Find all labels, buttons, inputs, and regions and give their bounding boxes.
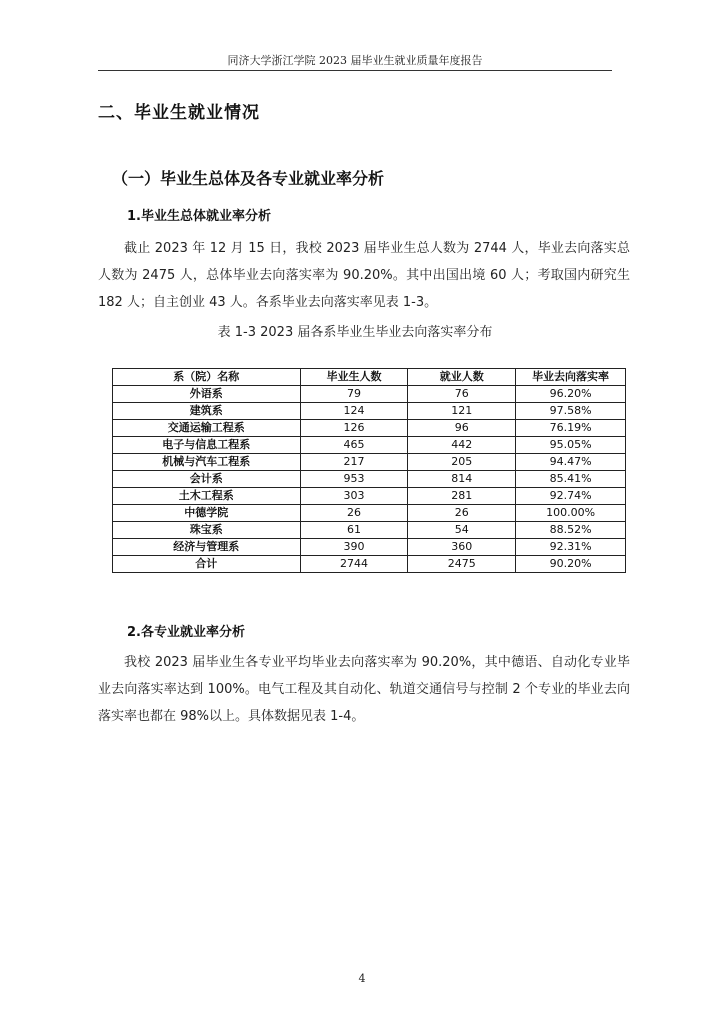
employed-cell: 121: [408, 403, 516, 420]
table-row: [113, 471, 626, 488]
rate-cell: 76.19%: [516, 420, 626, 437]
department-cell: 珠宝系: [113, 522, 301, 539]
employed-cell: 360: [408, 539, 516, 556]
header-placement-rate: 毕业去向落实率: [516, 369, 626, 386]
header-department: 系（院）名称: [113, 369, 301, 386]
rate-cell: 88.52%: [516, 522, 626, 539]
table-row: [113, 403, 626, 420]
graduates-cell: 465: [300, 437, 408, 454]
department-cell: 会计系: [113, 471, 301, 488]
graduates-cell: 953: [300, 471, 408, 488]
total-label-cell: 合计: [113, 556, 301, 573]
rate-cell: 94.47%: [516, 454, 626, 471]
overall-rate-paragraph: 截止 2023 年 12 月 15 日，我校 2023 届毕业生总人数为 2744 人，毕业去向落实总人数为 2475 人，总体毕业去向落实率为 90.20%。其中出国出境 60 人；考取国内研究生 182 人；自主创业 43 人。各系毕业去向落实率见表 1-3。: [98, 241, 630, 310]
section-title: 二、毕业生就业情况: [98, 103, 260, 123]
department-cell: 建筑系: [113, 403, 301, 420]
department-cell: 机械与汽车工程系: [113, 454, 301, 471]
overall-rate-heading: 1.毕业生总体就业率分析: [127, 209, 271, 224]
department-cell: 经济与管理系: [113, 539, 301, 556]
employed-cell: 205: [408, 454, 516, 471]
total-employed-cell: 2475: [408, 556, 516, 573]
table-row: [113, 437, 626, 454]
rate-cell: 85.41%: [516, 471, 626, 488]
total-rate-cell: 90.20%: [516, 556, 626, 573]
table-row: [113, 488, 626, 505]
graduates-cell: 79: [300, 386, 408, 403]
table-row: [113, 522, 626, 539]
department-cell: 电子与信息工程系: [113, 437, 301, 454]
graduates-cell: 217: [300, 454, 408, 471]
rate-cell: 92.31%: [516, 539, 626, 556]
department-cell: 土木工程系: [113, 488, 301, 505]
employed-cell: 814: [408, 471, 516, 488]
total-graduates-cell: 2744: [300, 556, 408, 573]
page-header: 同济大学浙江学院 2023 届毕业生就业质量年度报告: [227, 54, 483, 67]
table-total-row: [113, 556, 626, 573]
department-cell: 中德学院: [113, 505, 301, 522]
header-rule: [98, 70, 612, 71]
graduates-cell: 61: [300, 522, 408, 539]
graduates-cell: 26: [300, 505, 408, 522]
table-row: [113, 505, 626, 522]
employed-cell: 442: [408, 437, 516, 454]
rate-cell: 100.00%: [516, 505, 626, 522]
placement-rate-table: [112, 368, 626, 573]
table-row: [113, 539, 626, 556]
table-header-row: [113, 369, 626, 386]
employed-cell: 76: [408, 386, 516, 403]
page-number: 4: [358, 972, 366, 985]
employed-cell: 96: [408, 420, 516, 437]
rate-cell: 92.74%: [516, 488, 626, 505]
header-employed: 就业人数: [408, 369, 516, 386]
employed-cell: 54: [408, 522, 516, 539]
rate-cell: 95.05%: [516, 437, 626, 454]
major-rate-heading: 2.各专业就业率分析: [127, 625, 245, 640]
rate-cell: 96.20%: [516, 386, 626, 403]
major-rate-paragraph: 我校 2023 届毕业生各专业平均毕业去向落实率为 90.20%，其中德语、自动化专业毕业去向落实率达到 100%。电气工程及其自动化、轨道交通信号与控制 2 个专业的毕业去向落实率也都在 98%以上。具体数据见表 1-4。: [98, 655, 630, 724]
graduates-cell: 126: [300, 420, 408, 437]
graduates-cell: 124: [300, 403, 408, 420]
table-row: [113, 420, 626, 437]
table-row: [113, 454, 626, 471]
employed-cell: 281: [408, 488, 516, 505]
graduates-cell: 390: [300, 539, 408, 556]
subsection-title: （一）毕业生总体及各专业就业率分析: [112, 169, 385, 188]
table-row: [113, 386, 626, 403]
table-caption: 表 1-3 2023 届各系毕业生毕业去向落实率分布: [217, 325, 493, 340]
graduates-cell: 303: [300, 488, 408, 505]
department-cell: 交通运输工程系: [113, 420, 301, 437]
department-cell: 外语系: [113, 386, 301, 403]
employed-cell: 26: [408, 505, 516, 522]
rate-cell: 97.58%: [516, 403, 626, 420]
header-graduates: 毕业生人数: [300, 369, 408, 386]
